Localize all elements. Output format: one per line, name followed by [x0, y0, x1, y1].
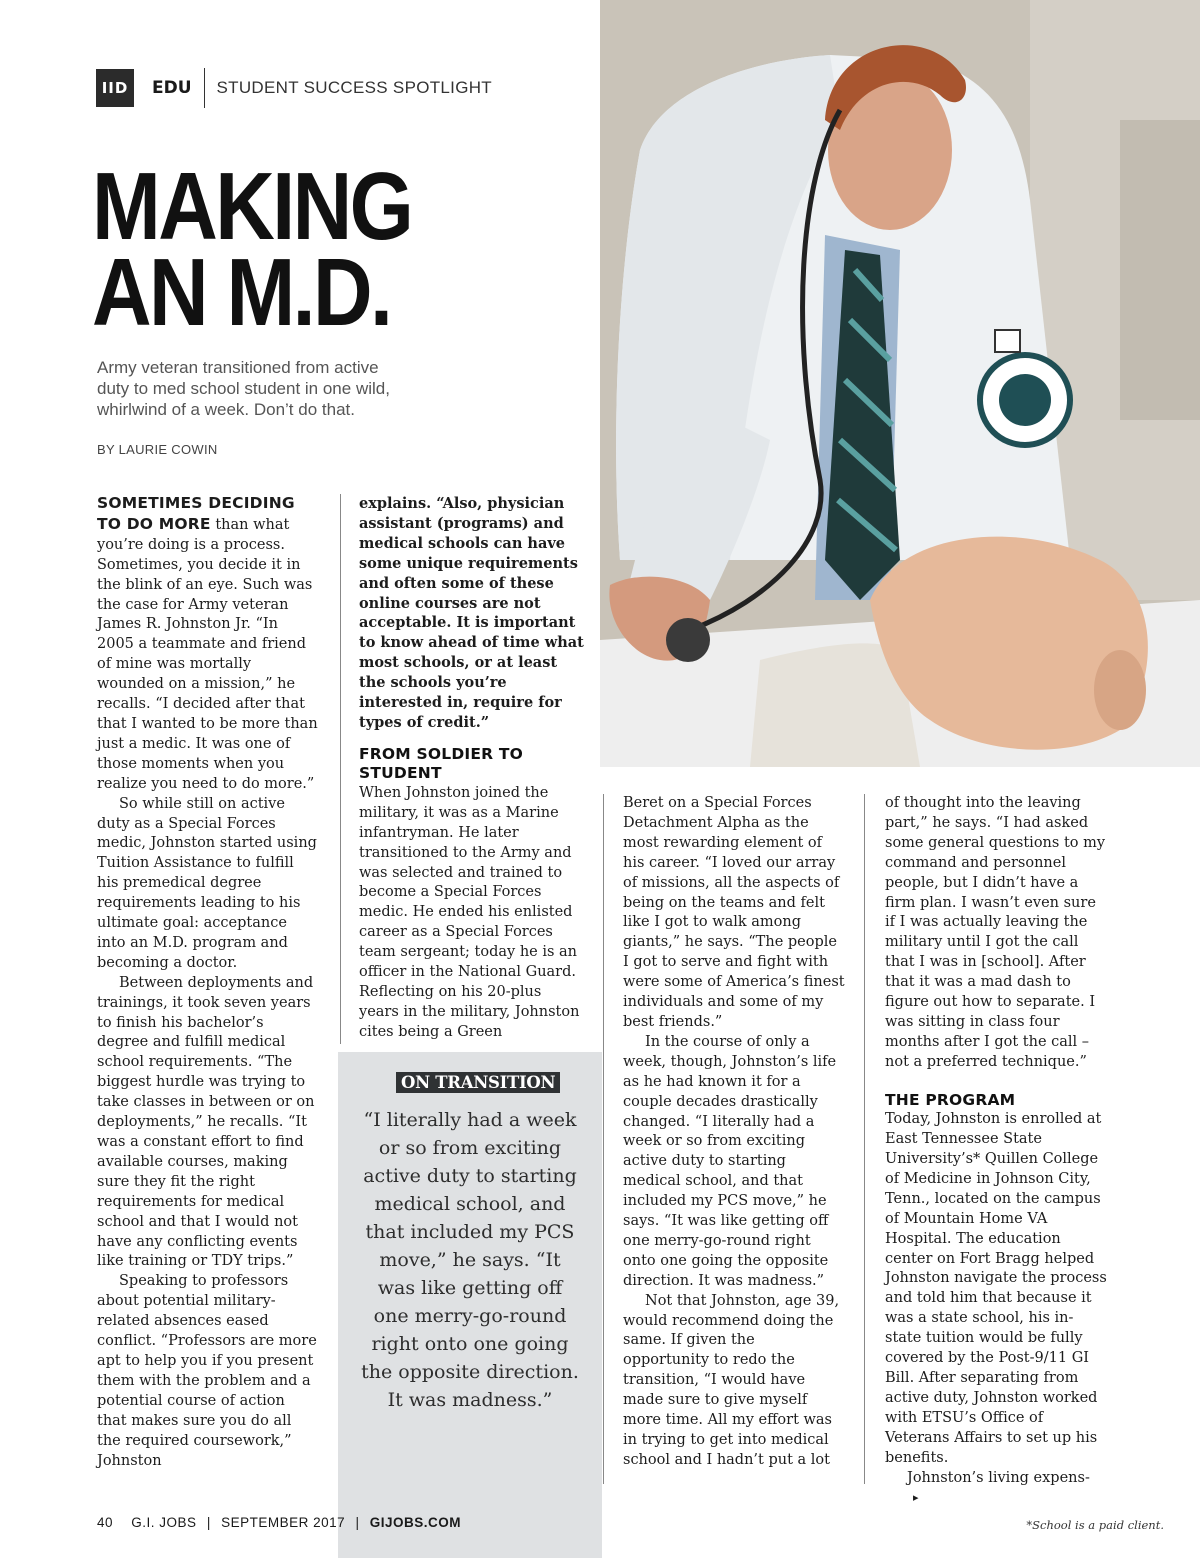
subhead-the-program: THE PROGRAM: [885, 1090, 1016, 1109]
dek: Army veteran transitioned from active duty to med school student in one wild, whirlwind of a week. Don’t do that.: [97, 358, 390, 419]
page-footer: [97, 1515, 461, 1530]
lead-in: SOMETIMES DECIDING TO DO MORE: [97, 494, 295, 533]
paragraph: When Johnston joined the military, it was as a Marine infantryman. He later transitioned to the Army and was selected and trained to become a Special Forces medic. He ended his enlisted career as a Special Forces team sergeant; today he is an officer in the National Guard. Reflecting on his 20-plus years in the military, Johnston cites being a Green: [359, 784, 580, 1040]
tag-divider: [204, 68, 205, 108]
doctor-with-mannequin-illustration: [600, 0, 1200, 767]
paragraph: [885, 1469, 1107, 1509]
body-column-4: [885, 794, 1107, 1508]
paragraph-text: Johnston’s living expens-: [907, 1469, 1090, 1486]
page-number: 40: [97, 1515, 114, 1530]
body-column-1: [97, 494, 319, 1471]
paragraph: explains. “Also, physician assistant (programs) and medical schools can have some unique requirements and often some of these online courses are not acceptable. It is important to know ahead of time what most schools, or at least the schools you’re interested in, require for types of credit.”: [359, 495, 584, 731]
footnote: *School is a paid client.: [1026, 1518, 1164, 1532]
paragraph: Speaking to professors about potential military-related absences eased conflict. “Professors are more apt to help you if you present them with the problem and a potential course of action that makes sure you do all the required coursework,” Johnston: [97, 1273, 317, 1469]
pull-quote-label: ON TRANSITION: [396, 1072, 560, 1093]
paragraph: Not that Johnston, age 39, would recommend doing the same. If given the opportunity to redo the transition, “I would have made sure to give myself more time. All my effort was in trying to get into medical school and I hadn’t put a lot: [623, 1292, 840, 1468]
pull-quote-text: “I literally had a week or so from exciting active duty to starting medical school, and that included my PCS move,” he says. “It was like getting off one merry-go-round right onto one going the opposite direction. It was madness.”: [361, 1109, 579, 1411]
website-link[interactable]: GIJOBS.COM: [369, 1515, 461, 1530]
magazine-logo-icon: IID: [96, 69, 134, 107]
continue-arrow-icon: ▸: [913, 1491, 919, 1505]
column-rule: [603, 794, 604, 1484]
pull-quote-box: [338, 1052, 602, 1558]
paragraph: In the course of only a week, though, Johnston’s life as he had known it for a couple decades drastically changed. “I literally had a week or so from exciting active duty to starting medical school, and that included my PCS move,” he says. “It was like getting off one merry-go-round right onto one going the opposite direction. It was madness.”: [623, 1033, 837, 1289]
paragraph: Between deployments and trainings, it took seven years to finish his bachelor’s degree and fulfill medical school requirements. “The biggest hurdle was trying to take classes in between or on deployments,” he recalls. “It was a constant effort to find available courses, making sure they fit the right requirements for medical school and that I would not have any conflicting events like training or TDY trips.”: [97, 974, 315, 1270]
section-tag: [96, 68, 492, 108]
footer-separator: |: [206, 1515, 211, 1530]
paragraph: [97, 494, 319, 795]
paragraph: So while still on active duty as a Special Forces medic, Johnston started using Tuition Assistance to fulfill his premedical degree requirements leading to his ultimate goal: acceptance into an M.D. program and becoming a doctor.: [97, 795, 317, 971]
body-column-3: [623, 794, 845, 1471]
headline: [92, 153, 505, 346]
subhead-from-soldier: FROM SOLDIER TO STUDENT: [359, 744, 524, 783]
issue-date: SEPTEMBER 2017: [221, 1515, 346, 1530]
magazine-name: G.I. JOBS: [131, 1515, 197, 1530]
body-column-2: [359, 494, 584, 1043]
feature-photo: [600, 0, 1200, 767]
headline-line-1: MAKING: [92, 153, 412, 260]
column-rule: [340, 494, 341, 1044]
byline: BY LAURIE COWIN: [97, 442, 218, 457]
subsection-label: STUDENT SUCCESS SPOTLIGHT: [216, 78, 492, 97]
paragraph: Today, Johnston is enrolled at East Tennessee State University’s* Quillen College of Medicine in Johnson City, Tenn., located on the campus of Mountain Home VA Hospital. The education center on Fort Bragg helped Johnston navigate the process and told him that because it was a state school, his in-state tuition would be fully covered by the Post-9/11 GI Bill. After separating from active duty, Johnston worked with ETSU’s Office of Veterans Affairs to set up his benefits.: [885, 1111, 1107, 1466]
headline-line-2: AN M.D.: [92, 239, 391, 346]
paragraph: of thought into the leaving part,” he says. “I had asked some general questions to my command and personnel people, but I didn’t have a firm plan. I wasn’t even sure if I was actually leaving the military until I got the call that I was in [school]. After that it was a mad dash to figure out how to separate. I was sitting in class four months after I got the call – not a preferred technique.”: [885, 795, 1106, 1070]
paragraph-text: than what you’re doing is a process. Sometimes, you decide it in the blink of an eye. Such was the case for Army veteran James R. Johnston Jr. “In 2005 a teammate and friend of mine was mortally wounded on a mission,” he recalls. “I decided after that that I wanted to be more than just a medic. It was one of those moments when you realize you need to do more.”: [97, 516, 318, 792]
footer-separator: |: [355, 1515, 360, 1530]
section-label: EDU: [152, 78, 192, 98]
column-rule: [864, 794, 865, 1484]
paragraph: Beret on a Special Forces Detachment Alpha as the most rewarding element of his career. “I loved our array of missions, all the aspects of being on the teams and felt like I got to walk among giants,” he says. “The people I got to serve and fight with were some of America’s finest individuals and some of my best friends.”: [623, 795, 845, 1030]
